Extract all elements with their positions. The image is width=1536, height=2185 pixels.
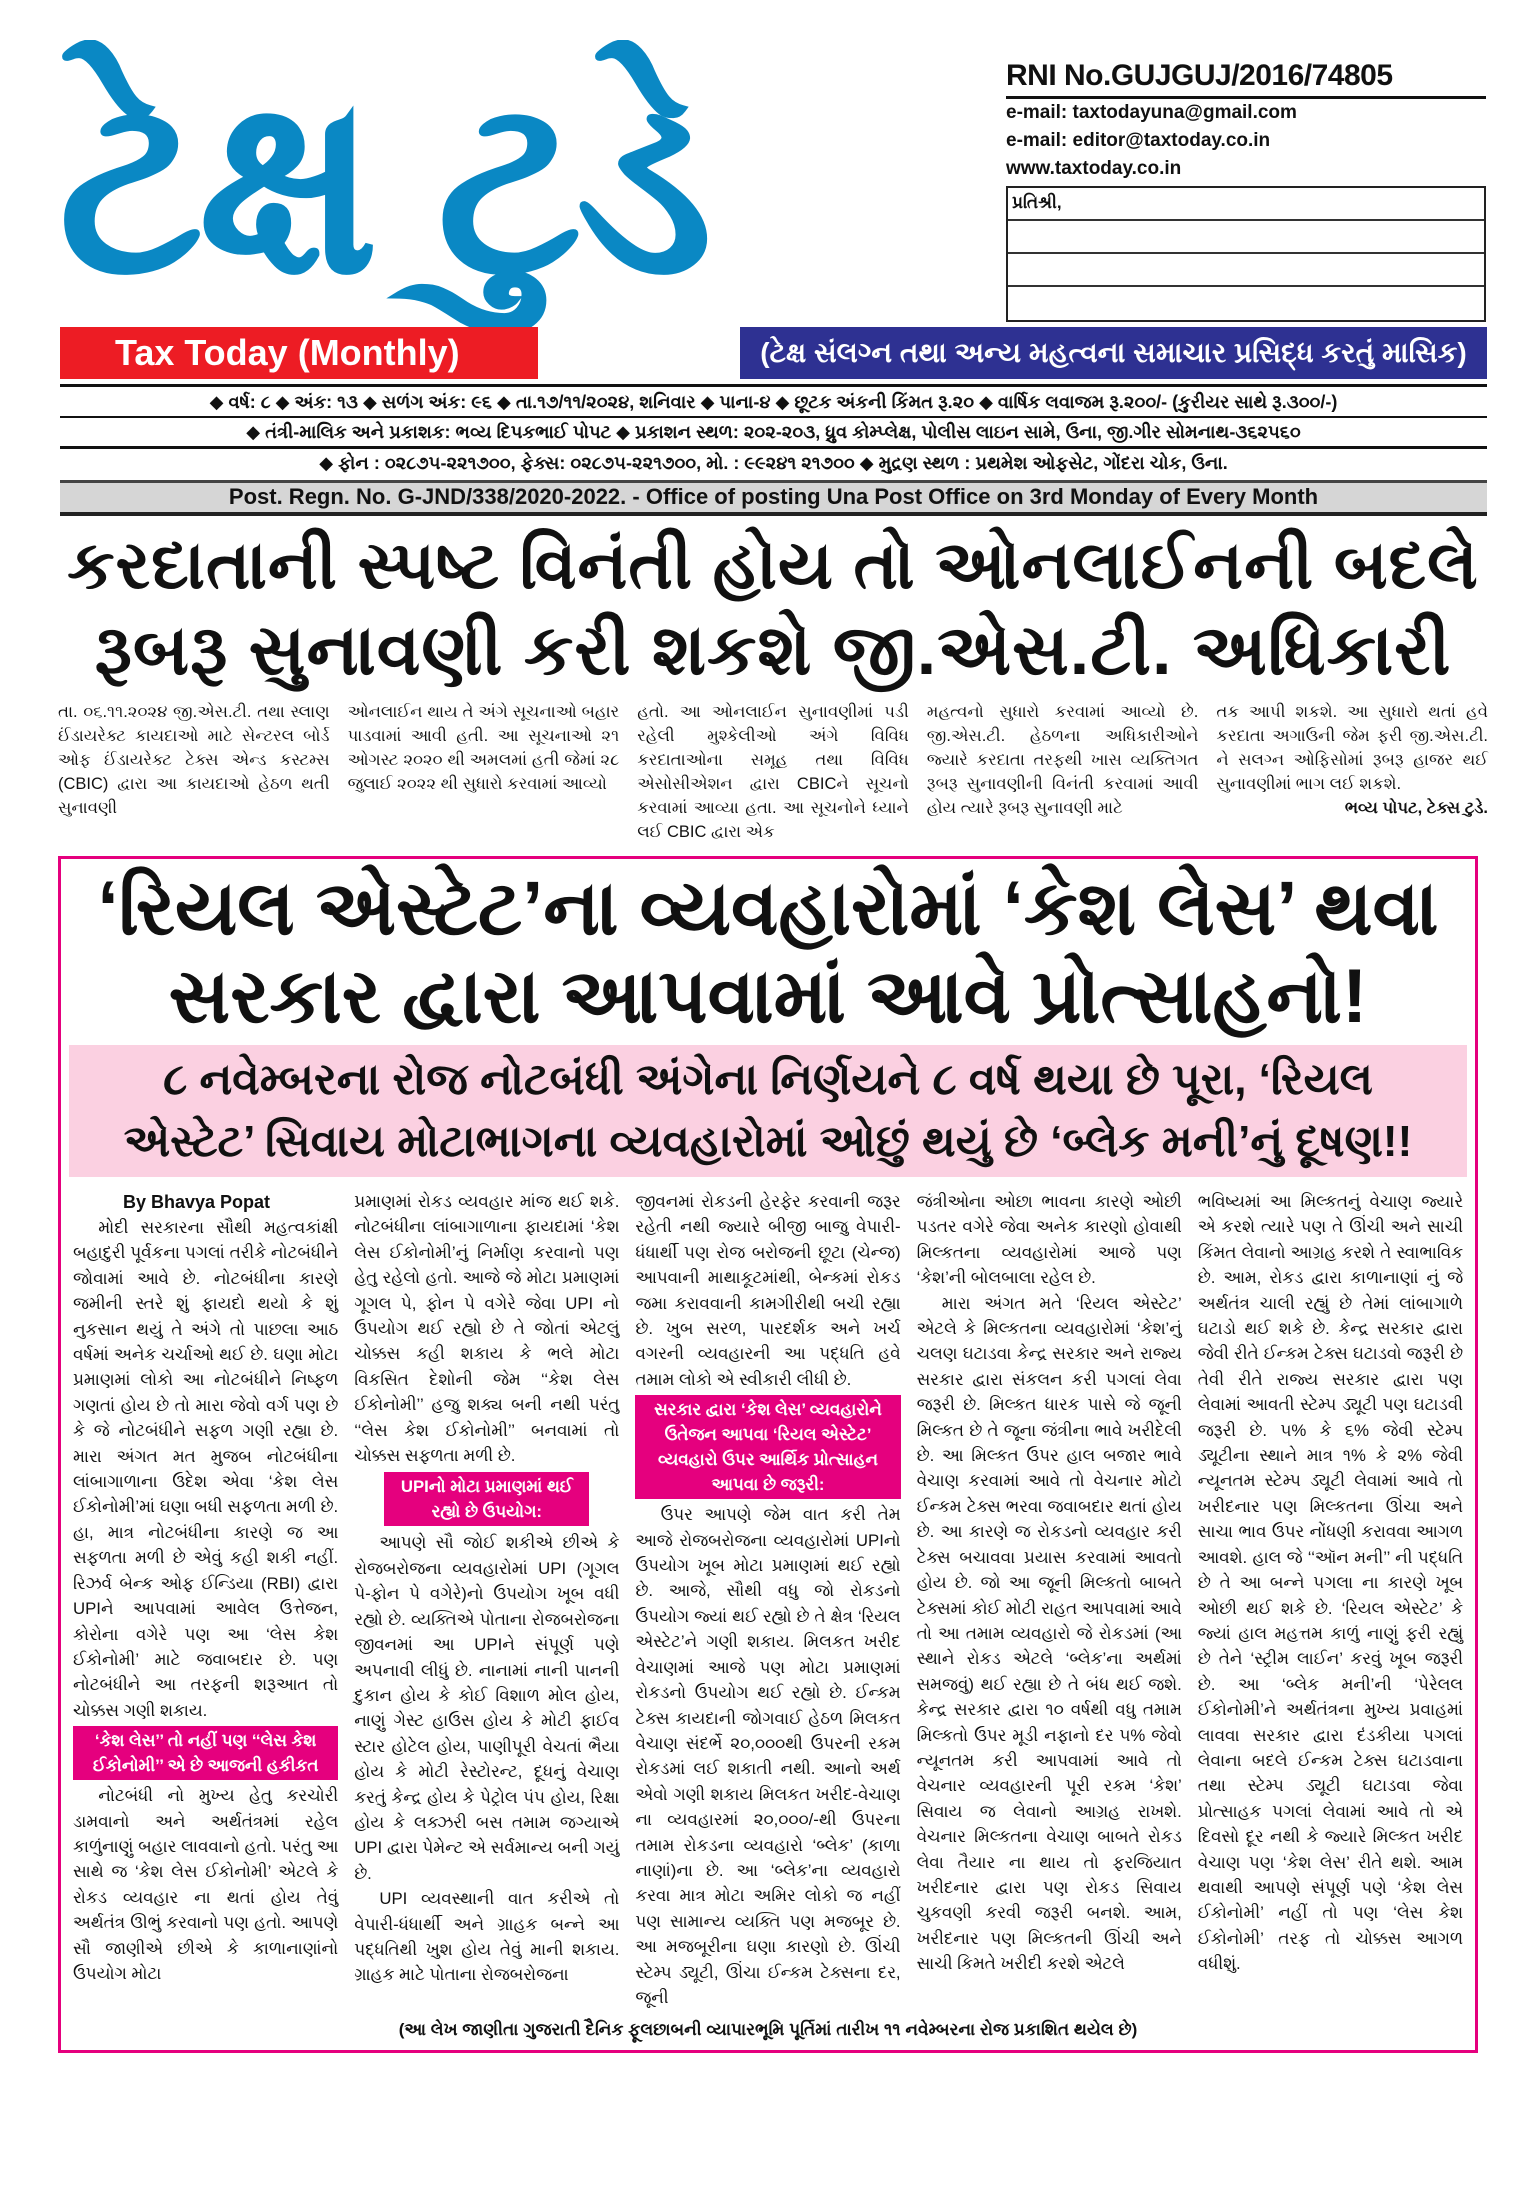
section-subhead: UPIનો મોટા પ્રમાણમાં થઈ રહ્યો છે ઉપયોગ: xyxy=(384,1472,589,1526)
website: www.taxtoday.co.in xyxy=(1006,158,1182,179)
story-1-col: ઓનલાઈન થાય તે અંગે સૂચનાઓ બહાર પાડવામાં આવી હતી. આ સૂચનાઓ ૨૧ ઓગસ્ટ ૨૦૨૦ થી અમલમાં હતી જેમાં ૨૮ જુલાઈ ૨૦૨૨ થી સુધારો કરવામાં આવ્યો xyxy=(347,703,620,793)
address-line xyxy=(1008,287,1484,320)
address-line xyxy=(1008,254,1484,287)
paragraph: ભવિષ્યમાં આ મિલ્કતનું વેચાણ જ્યારે એ કરશે ત્યારે પણ તે ઊંચી અને સાચી કિંમત લેવાનો આગ્રહ કરશે તે સ્વાભાવિક છે. આમ, રોકડ દ્વારા કાળાનાણાં નું જે અર્થતંત્ર ચાલી રહ્યું છે તેમાં લાંબાગાળે ઘટાડો થઈ શકે છે. કેન્દ્ર સરકાર દ્વારા જેવી રીતે ઈન્કમ ટેક્સ ઘટાડવો જરૂરી છે તેવી રીતે રાજ્ય સરકાર દ્વારા પણ લેવામાં આવતી સ્ટેમ્પ ડ્યૂટી પણ ઘટાડવી જરૂરી છે. ૫% કે ૬% જેવી સ્ટેમ્પ ડ્યૂટીના સ્થાને માત્ર ૧% કે ૨% જેવી ન્યૂનતમ સ્ટેમ્પ ડ્યૂટી લેવામાં આવે તો ખરીદનાર પણ મિલ્કતના ઊંચા અને સાચા ભાવ ઉપર નોંધણી કરાવવા આગળ આવશે. હાલ જે ‘‘ઑન મની’’ ની પદ્ધતિ છે તે આ બન્ને પગલા ના કારણે ખૂબ ઓછી થઈ શકે છે. ‘રિયલ એસ્ટેટ’ કે જ્યાં હાલ મહત્તમ કાળું નાણું ફરી રહ્યું છે તેને ‘સ્ટ્રીમ લાઈન’ કરવું ખૂબ જરૂરી છે. આ ‘બ્લેક મની’ની ‘પેરેલલ ઈકોનોમી’ને અર્થતંત્રના મુખ્ય પ્રવાહમાં લાવવા સરકાર દ્વારા દંડકીયા પગલાં લેવાના બદલે ઈન્કમ ટેક્સ ઘટાડવાના તથા સ્ટેમ્પ ડ્યૂટી ઘટાડવા જેવા પ્રોત્સાહક પગલાં લેવામાં આવે તો એ દિવસો દૂર નથી કે જ્યારે મિલ્કત ખરીદ વેચાણ પણ ‘કેશ લેસ’ રીતે થશે. આમ થવાથી આપણે સંપૂર્ણ પણે ‘કેશ લેસ ઈકોનોમી’ નહીં તો પણ ‘લેસ કેશ ઈકોનોમી’ તરફ તો ચોક્કસ આગળ વધીશું. xyxy=(1197,1192,1463,1974)
subheadline-line-2: એસ્ટેટ’ સિવાય મોટાભાગના વ્યવહારોમાં ઓછું થયું છે ‘બ્લેક મની’નું દૂષણ!! xyxy=(123,1117,1413,1166)
masthead-logo: ટેક્ષ ટુડે xyxy=(58,45,708,324)
email-1: e-mail: taxtodayuna@gmail.com xyxy=(1006,102,1297,123)
contact-info: ◆ ફોન : ૦૨૮૭૫-૨૨૧૭૦૦, ફેક્સ: ૦૨૮૭૫-૨૨૧૭૦૦, મો. : ૯૯૨૪૧ ૨૧૭૦૦ ◆ મુદ્રણ સ્થળ : પ્રથમેશ ઓફસેટ, ગોંદરા ચોક, ઉના. xyxy=(319,453,1228,473)
paragraph: ઉપર આપણે જેમ વાત કરી તેમ આજે રોજબરોજના વ્યવહારોમાં UPIનો ઉપયોગ ખૂબ મોટા પ્રમાણમાં થઈ રહ્યો છે. આજે, સૌથી વધુ જો રોકડનો ઉપયોગ જ્યાં થઈ રહ્યો છે તે ક્ષેત્ર ‘રિયલ એસ્ટેટ’ને ગણી શકાય. મિલકત ખરીદ વેચાણમાં આજે પણ મોટા પ્રમાણમાં રોકડનો ઉપયોગ થઈ રહ્યો છે. ઈન્કમ ટેક્સ કાયદાની જોગવાઈ હેઠળ મિલકત વેચાણ સંદર્ભે ૨૦,૦૦૦થી ઉપરની રકમ રોકડમાં લઈ શકાતી નથી. આનો અર્થ એવો ગણી શકાય મિલકત ખરીદ-વેચાણ ના વ્યવહારમાં ૨૦,૦૦૦/-થી ઉપરના તમામ રોકડના વ્યવહારો ‘બ્લેક’ (કાળા નાણાં)ના છે. આ ‘બ્લેક’ના વ્યવહારો કરવા માત્ર મોટા અમિર લોકો જ નહીં પણ સામાન્ય વ્યક્તિ પણ મજબૂર છે. આ મજબૂરીના ઘણા કારણો છે. ઊંચી સ્ટેમ્પ ડ્યૂટી, ઊંચા ઈન્કમ ટેક્સના દર, જૂની xyxy=(635,1505,901,2007)
paragraph: જીવનમાં રોકડની હેરફેર કરવાની જરૂર રહેતી નથી જ્યારે બીજી બાજુ વેપારી-ધંધાર્થી પણ રોજ બરોજની છૂટા (ચેન્જ) આપવાની માથાકૂટમાંથી, બેન્કમાં રોકડ જમા કરાવવાની કામગીરીથી બચી રહ્યા છે. ખુબ સરળ, પારદર્શક અને ખર્ચ વગરની વ્યવહારની આ પદ્ધતિ હવે તમામ લોકો એ સ્વીકારી લીધી છે. xyxy=(635,1192,901,1389)
english-title-banner: Tax Today (Monthly) xyxy=(60,327,538,379)
story-1-col: મહત્વનો સુધારો કરવામાં આવ્યો છે. જી.એસ.ટી. હેઠળના અધિકારીઓને જ્યારે કરદાતા તરફથી ખાસ વ્યક્તિગત રૂબરૂ સુનાવણીની વિનંતી કરવામાં આવી હોય ત્યારે રૂબરૂ સુનાવણી માટે xyxy=(926,703,1199,817)
paragraph: મોદી સરકારના સૌથી મહત્વકાંક્ષી બહાદુરી પૂર્વકના પગલાં તરીકે નોટબંધીને જોવામાં આવે છે. નોટબંધીના કારણે જમીની સ્તરે શું ફાયદો થયો કે શું નુકસાન થયું તે અંગે તો પાછલા આઠ વર્ષમાં અનેક ચર્ચાઓ થઈ છે. ઘણા મોટા પ્રમાણમાં લોકો આ નોટબંધીને નિષ્ફળ ગણતાં હોય છે તો મારા જેવો વર્ગ પણ છે કે જે નોટબંધીને સફળ ગણી રહ્યા છે. મારા અંગત મત મુજબ નોટબંધીના લાંબાગાળાના ઉદેશ એવા ‘કેશ લેસ ઈકોનોમી’માં ઘણા બધી સફળતા મળી છે. હા, માત્ર નોટબંધીના કારણે જ આ સફળતા મળી છે એવું કહી શકી નહીં. રિઝર્વ બેન્ક ઓફ ઈન્ડિયા (RBI) દ્વારા UPIને આપવામાં આવેલ ઉત્તેજન, કોરોના વગેરે પણ આ ‘લેસ કેશ ઈકોનોમી’ માટે જવાબદાર છે. પણ નોટબંધીને આ તરફની શરૂઆત તો ચોક્કસ ગણી શકાય. xyxy=(73,1218,339,1720)
publisher-info: ◆ તંત્રી-માલિક અને પ્રકાશક: ભવ્ય દિપકભાઈ પોપટ ◆ પ્રકાશન સ્થળ: ૨૦૨-૨૦૩, ધ્રુવ કોમ્પ્લેક્ષ, પોલીસ લાઇન સામે, ઉના, જી.ગીર સોમનાથ-૩૬૨૫૬૦ xyxy=(246,422,1301,442)
paragraph: UPI વ્યવસ્થાની વાત કરીએ તો વેપારી-ધંધાર્થી અને ગ્રાહક બન્ને આ પદ્ધતિથી ખુશ હોય તેવું માની શકાય. ગ્રાહક માટે પોતાના રોજબરોજના xyxy=(354,1889,620,1985)
article-footnote: (આ લેખ જાણીતા ગુજરાતી દૈનિક ફૂલછાબની વ્યાપારભૂમિ પૂર્તિમાં તારીખ ૧૧ નવેમ્બરના રોજ પ્રકાશિત થયેલ છે) xyxy=(398,2020,1138,2040)
subheadline-line-1: ૮ નવેમ્બરના રોજ નોટબંધી અંગેના નિર્ણયને ૮ વર્ષ થયા છે પૂરા, ‘રિયલ xyxy=(163,1055,1373,1104)
subheadline xyxy=(69,1045,1467,1177)
headline-1-line-2: રૂબરૂ સુનાવણી કરી શકશે જી.એસ.ટી. અધિકારી xyxy=(94,611,1452,689)
article-col-3 xyxy=(635,1189,900,2010)
feature-article-box xyxy=(58,856,1478,2053)
divider xyxy=(60,384,1487,387)
address-box xyxy=(1006,186,1486,322)
headline-2-line-1: ‘રિયલ એસ્ટેટ’ના વ્યવહારોમાં ‘કેશ લેસ’ થવા xyxy=(97,866,1439,951)
paragraph: પ્રમાણમાં રોકડ વ્યવહાર માંજ થઈ શકે. નોટબંધીના લાંબાગાળાના ફાયદામાં ‘કેશ લેસ ઈકોનોમી’નું નિર્માણ કરવાનો પણ હેતુ રહેલો હતો. આજે જે મોટા પ્રમાણમાં ગૂગલ પે, ફોન પે વગેરે જેવા UPI નો ઉપયોગ થઈ રહ્યો છે તે જોતાં એટલું ચોક્કસ કહી શકાય કે ભલે મોટા વિકસિત દેશોની જેમ ‘‘કેશ લેસ ઈકોનોમી’’ હજુ શક્ય બની નથી પરંતુ ‘‘લેસ કેશ ઈકોનોમી’’ બનવામાં તો ચોક્કસ સફળતા મળી છે. xyxy=(354,1192,620,1466)
article-col-2 xyxy=(354,1189,619,2010)
article-col-4 xyxy=(917,1189,1182,2010)
paragraph: મારા અંગત મતે ‘રિયલ એસ્ટેટ’ એટલે કે મિલ્કતના વ્યવહારોમાં ‘કેશ’નું ચલણ ઘટાડવા કેન્દ્ર સરકાર અને રાજ્ય સરકાર દ્વારા સંકલન કરી પગલાં લેવા જરૂરી છે. મિલ્કત ધારક પાસે જે જૂની મિલ્કત છે તે જૂના જંત્રીના ભાવે ખરીદેલી છે. આ મિલ્કત ઉપર હાલ બજાર ભાવે વેચાણ કરવામાં આવે તો વેચનાર મોટો ઈન્કમ ટેક્સ ભરવા જવાબદાર થતાં હોય છે. આ કારણે જ રોકડનો વ્યવહાર કરી ટેક્સ બચાવવા પ્રયાસ કરવામાં આવતો હોય છે. જો આ જૂની મિલ્કતો બાબતે ટેક્સમાં કોઈ મોટી રાહત આપવામાં આવે તો આ તમામ વ્યવહારો જે રોકડમાં (આ સ્થાને રોકડ એટલે ‘બ્લેક’ના અર્થમાં સમજવું) થઈ રહ્યા છે તે બંધ થઈ જશે. કેન્દ્ર સરકાર દ્વારા ૧૦ વર્ષથી વધુ તમામ મિલ્કતો ઉપર મૂડી નફાનો દર ૫% જેવો ન્યૂનતમ કરી આપવામાં આવે તો વેચનાર વ્યવહારની પૂરી રકમ ‘કેશ’ સિવાય જ લેવાનો આગ્રહ રાખશે. વેચનાર મિલ્કતના વેચાણ બાબતે રોકડ લેવા તૈયાર ના થાય તો ફરજિયાત ખરીદનાર દ્વારા પણ રોકડ સિવાય ચુકવણી કરવી જરૂરી બનશે. આમ, ખરીદનાર પણ મિલ્કતની ઊંચી અને સાચી કિમતે ખરીદી કરશે એટલે xyxy=(916,1293,1182,1974)
address-line xyxy=(1008,221,1484,254)
tagline-banner: (ટેક્ષ સંલગ્ન તથા અન્ય મહત્વના સમાચાર પ્રસિદ્ધ કરતું માસિક) xyxy=(740,327,1487,379)
story-1-body xyxy=(58,700,1488,844)
paragraph: આપણે સૌ જોઈ શકીએ છીએ કે રોજબરોજના વ્યવહારોમાં UPI (ગૂગલ પે-ફોન પે વગેરે)નો ઉપયોગ ખૂબ વધી રહ્યો છે. વ્યક્તિએ પોતાના રોજબરોજના જીવનમાં આ UPIને સંપૂર્ણ પણે અપનાવી લીધું છે. નાનામાં નાની પાનની દુકાન હોય કે કોઈ વિશાળ મોલ હોય, નાણું ગેસ્ટ હાઉસ હોય કે મોટી ફાઈવ સ્ટાર હોટેલ હોય, પાણીપૂરી વેચતાં ભૈયા હોય કે મોટી રેસ્ટોરન્ટ, દૂધનું વેચાણ કરતું કેન્દ્ર હોય કે પેટ્રોલ પંપ હોય, રિક્ષા હોય કે લક્ઝરી બસ તમામ જગ્યાએ UPI દ્વારા પેમેન્ટ એ સર્વમાન્ય બની ગયું છે. xyxy=(354,1533,620,1883)
headline-1-line-1: કરદાતાની સ્પષ્ટ વિનંતી હોય તો ઓનલાઈનની બદલે xyxy=(67,528,1479,603)
divider xyxy=(60,416,1487,418)
section-subhead: સરકાર દ્વારા ‘કેશ લેસ’ વ્યવહારોને ઉતેજન આપવા ‘રિયલ એસ્ટેટ’ વ્યવહારો ઉપર આર્થિક પ્રોત્સાહન આપવા છે જરૂરી: xyxy=(635,1395,900,1499)
article-col-5 xyxy=(1198,1189,1463,2010)
divider xyxy=(60,446,1487,449)
postal-registration: Post. Regn. No. G-JND/338/2020-2022. - Office of posting Una Post Office on 3rd Monday of Every Month xyxy=(60,480,1487,516)
page-content xyxy=(58,524,1488,2061)
story-1-col: તા. ૦૬.૧૧.૨૦૨૪ જી.એસ.ટી. તથા સ્લાણ ઈંડાયરેક્ટ કાયદાઓ માટે સેન્ટરલ બોર્ડ ઓફ ઈંડાયરેક્ટ ટેક્સ એન્ડ કસ્ટમ્સ (CBIC) દ્વારા આ કાયદાઓ હેઠળ થતી સુનાવણી xyxy=(58,703,330,817)
section-subhead: ‘કેશ લેસ’’ તો નહીં પણ ‘‘લેસ કેશ ઈકોનોમી’’ એ છે આજની હકીકત xyxy=(73,1726,338,1780)
article-col-1 xyxy=(73,1189,338,2010)
issue-info: ◆ વર્ષ: ૮ ◆ અંક: ૧૩ ◆ સળંગ અંક: ૯૬ ◆ તા.૧૭/૧૧/૨૦૨૪, શનિવાર ◆ પાના-૪ ◆ છૂટક અંકની કિંમત રૂ.૨૦ ◆ વાર્ષિક લવાજમ રૂ.૨૦૦/- (કુરીયર સાથે રૂ.૩૦૦/-) xyxy=(209,392,1338,412)
address-label: પ્રતિશ્રી, xyxy=(1008,188,1484,221)
paragraph: જંત્રીઓના ઓછા ભાવના કારણે ઓછી પડતર વગેરે જેવા અનેક કારણો હોવાથી મિલ્કતના વ્યવહારોમાં આજે પણ ‘કેશ’ની બોલબાલા રહેલ છે. xyxy=(916,1192,1182,1288)
author-byline: By Bhavya Popat xyxy=(123,1192,271,1212)
article-body xyxy=(69,1189,1467,2010)
rni-number: RNI No.GUJGUJ/2016/74805 xyxy=(1006,58,1486,99)
paragraph: નોટબંધી નો મુખ્ય હેતુ કરચોરી ડામવાનો અને અર્થતંત્રમાં રહેલ કાળુંનાણું બહાર લાવવાનો હતો. પરંતુ આ સાથે જ ‘કેશ લેસ ઈકોનોમી’ એટલે કે રોકડ વ્યવહાર ના થતાં હોય તેવું અર્થતંત્ર ઊભું કરવાનો પણ હતો. આપણે સૌ જાણીએ છીએ કે કાળાનાણાંનો ઉપયોગ મોટા xyxy=(73,1786,339,1983)
story-1-col xyxy=(1216,700,1488,844)
story-1-col-text: તક આપી શકશે. આ સુધારો થતાં હવે કરદાતા અગાઉની જેમ ફરી જી.એસ.ટી. ને સલગ્ન ઓફિસોમાં રૂબરૂ હાજર થઈ સુનાવણીમાં ભાગ લઈ શકશે. xyxy=(1216,703,1488,793)
email-2: e-mail: editor@taxtoday.co.in xyxy=(1006,130,1271,151)
story-1-col: હતો. આ ઓનલાઈન સુનાવણીમાં પડી રહેલી મુશ્કેલીઓ અંગે વિવિધ કરદાતાઓના સમૂહ તથા વિવિધ એસોસીએશન દ્વારા CBICને સૂચનો કરવામાં આવ્યા હતા. આ સૂચનોને ધ્યાને લઈ CBIC દ્વારા એક xyxy=(637,703,909,841)
headline-2-line-2: સરકાર દ્વારા આપવામાં આવે પ્રોત્સાહનો! xyxy=(168,954,1368,1039)
story-1-byline: ભવ્ય પોપટ, ટેક્સ ટુડે. xyxy=(1344,799,1488,817)
